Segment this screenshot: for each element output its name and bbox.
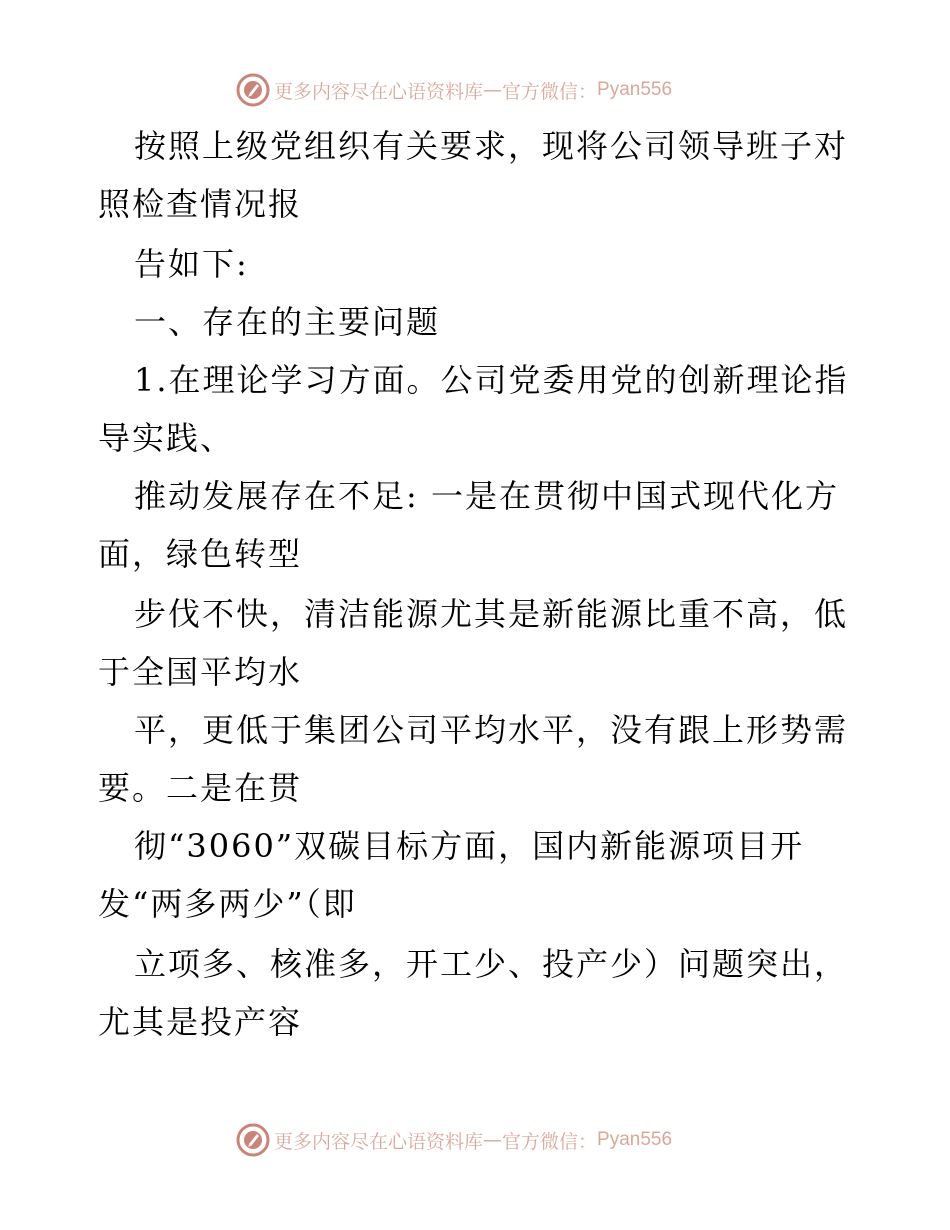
banner-wechat-label: 官方微信： — [502, 1130, 598, 1153]
paragraph-line: 发“两多两少”（即 — [98, 885, 357, 923]
paragraph-line: 立项多、核准多，开工少、投产少）问题突出， — [134, 945, 849, 983]
paragraph-line: 告如下: — [134, 245, 249, 283]
banner-wechat-label: 官方微信： — [502, 80, 598, 103]
paragraph-line: 1.在理论学习方面。公司党委用党的创新理论指 — [134, 361, 849, 399]
paragraph-line: 彻“3060”双碳目标方面，国内新能源项目开 — [134, 827, 805, 865]
banner-separator: — — [483, 1129, 503, 1151]
fountain-pen-seal-icon — [236, 1123, 270, 1157]
paragraph-line: 照检查情况报 — [98, 185, 303, 223]
section-heading: 一、存在的主要问题 — [134, 303, 441, 341]
paragraph-line: 面，绿色转型 — [98, 535, 303, 573]
banner-separator: — — [483, 79, 503, 101]
paragraph-line: 步伐不快，清洁能源尤其是新能源比重不高，低 — [134, 595, 849, 633]
paragraph-line: 按照上级党组织有关要求，现将公司领导班子对 — [134, 127, 849, 165]
paragraph-line: 尤其是投产容 — [98, 1003, 303, 1041]
banner-title: 更多内容尽在心语资料库 — [274, 1130, 484, 1153]
paragraph-line: 于全国平均水 — [98, 653, 303, 691]
paragraph-line: 导实践、 — [98, 419, 235, 457]
footer-banner — [236, 1122, 672, 1158]
paragraph-line: 推动发展存在不足: 一是在贯彻中国式现代化方 — [134, 477, 839, 515]
banner-wechat-id: Pyan556 — [597, 79, 673, 100]
banner-wechat-id: Pyan556 — [597, 1129, 673, 1150]
banner-title: 更多内容尽在心语资料库 — [274, 80, 484, 103]
paragraph-line: 平，更低于集团公司平均水平，没有跟上形势需 — [134, 711, 849, 749]
paragraph-line: 要。二是在贯 — [98, 769, 303, 807]
